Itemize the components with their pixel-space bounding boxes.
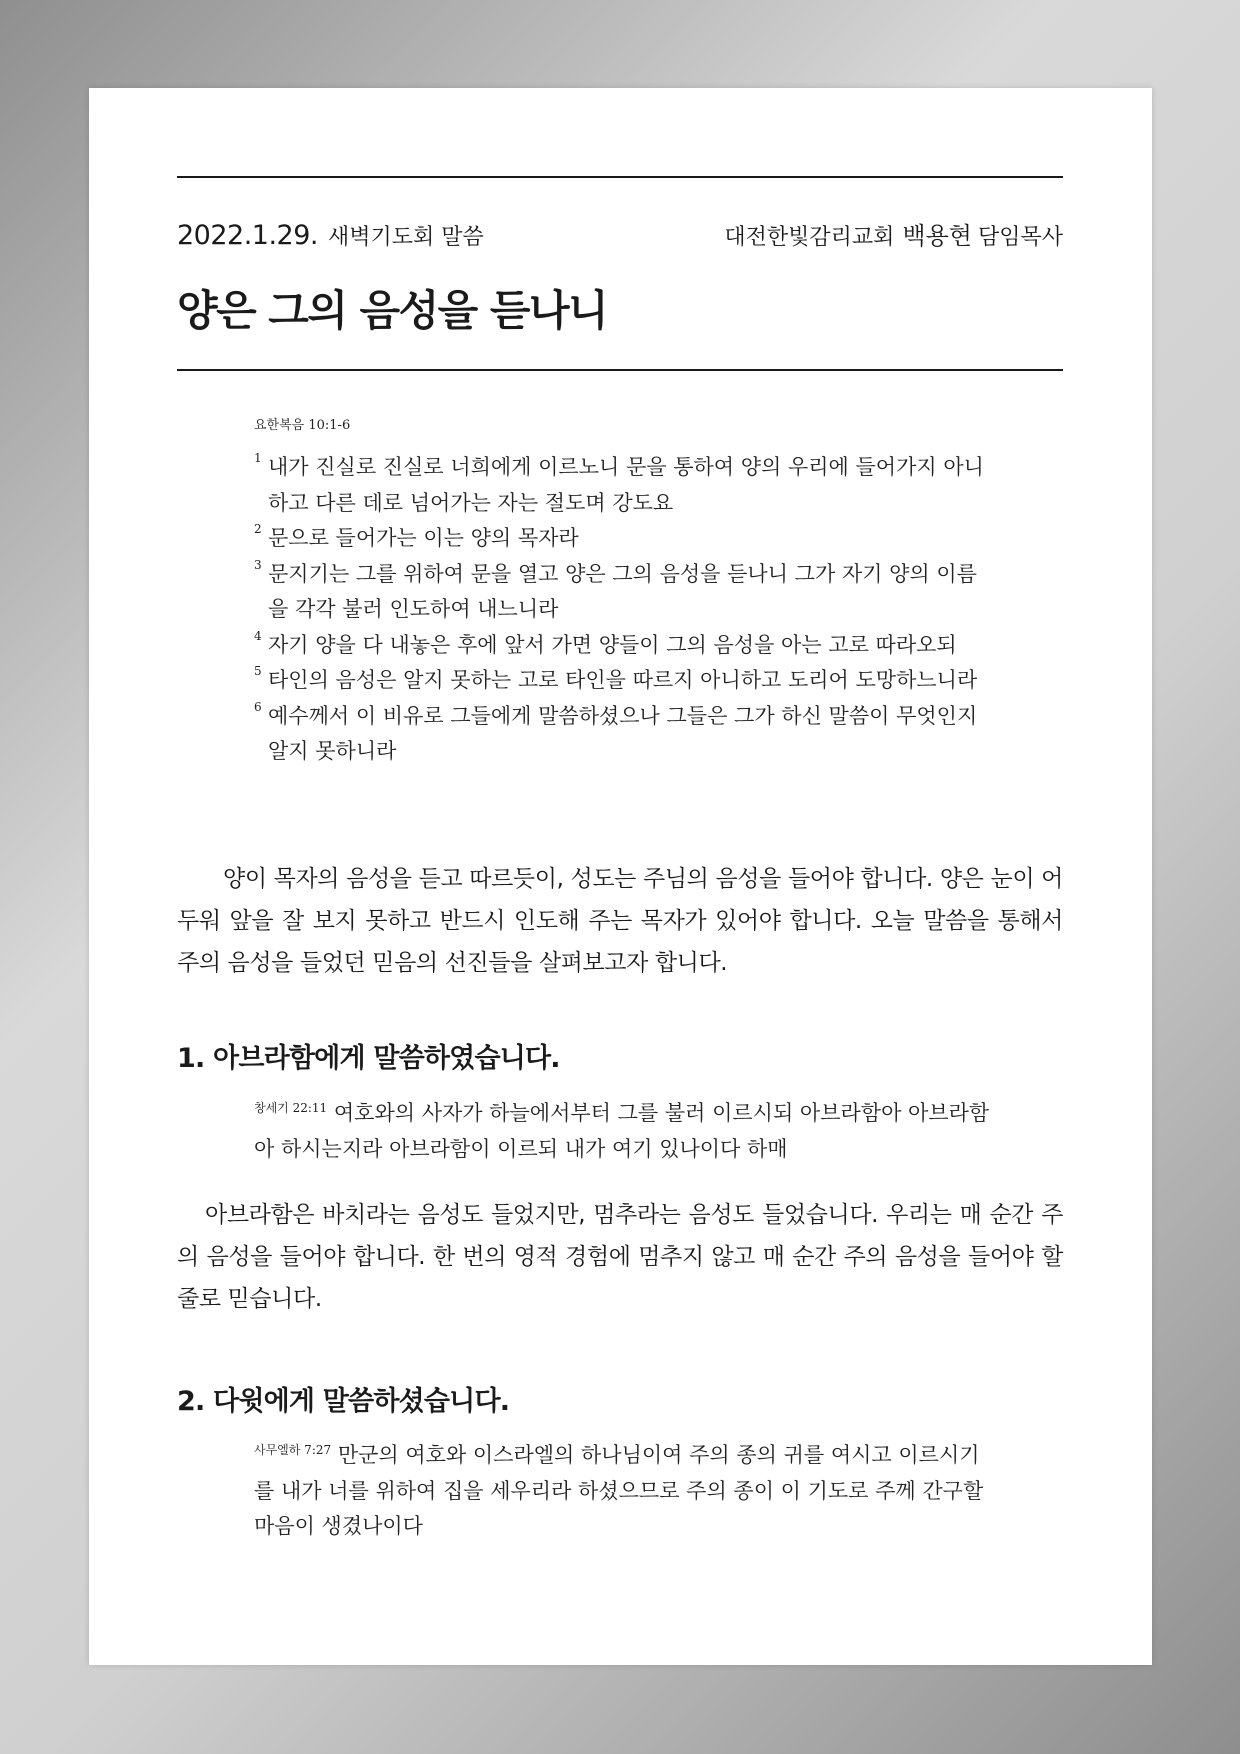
verse-text: 자기 양을 다 내놓은 후에 앞서 가면 양들이 그의 음성을 아는 고로 따라오되 [268, 632, 957, 657]
header-meta [177, 216, 1063, 252]
document-page [89, 88, 1152, 1665]
scripture-verse [254, 663, 994, 699]
section-scripture [254, 1438, 994, 1545]
verse-text: 예수께서 이 비유로 그들에게 말씀하셨으나 그들은 그가 하신 말씀이 무엇인지 알지 못하니라 [268, 703, 978, 763]
verse-text: 문으로 들어가는 이는 양의 목자라 [268, 526, 579, 550]
service-name: 새벽기도회 말씀 [328, 225, 484, 250]
intro-paragraph: 양이 목자의 음성을 듣고 따르듯이, 성도는 주님의 음성을 들어야 합니다. 양은 눈이 어두워 앞을 잘 보지 못하고 반드시 인도해 주는 목자가 있어야 합니다. 오늘 말씀을 통해서 주의 음성을 들었던 믿음의 선진들을 살펴보고자 합니다. [177, 866, 1063, 976]
verse-text: 타인의 음성은 알지 못하는 고로 타인을 따르지 아니하고 도리어 도망하느니라 [268, 668, 978, 692]
scripture-verse [254, 450, 994, 521]
section-heading: 1. 아브라함에게 말씀하였습니다. [177, 1043, 560, 1074]
pastor-name: 백용현 [902, 222, 972, 250]
preacher-line [724, 216, 1063, 251]
scripture-verse [254, 628, 994, 664]
section-paragraph: 아브라함은 바치라는 음성도 들었지만, 멈추라는 음성도 들었습니다. 우리는 매 순간 주의 음성을 들어야 합니다. 한 번의 영적 경험에 멈추지 않고 매 순간 주의 음성을 들어야 할 줄로 믿습니다. [177, 1202, 1063, 1312]
scripture-text: 여호와의 사자가 하늘에서부터 그를 불러 이르시되 아브라함아 아브라함아 하시는지라 아브라함이 이르되 내가 여기 있나이다 하매 [254, 1101, 990, 1161]
verse-number: 6 [254, 699, 262, 714]
section-scripture [254, 1096, 994, 1167]
sermon-date: 2022.1.29. [177, 220, 318, 251]
section-heading: 2. 다윗에게 말씀하셨습니다. [177, 1386, 510, 1417]
main-scripture [254, 416, 994, 770]
verse-text: 내가 진실로 진실로 너희에게 이르노니 문을 통하여 양의 우리에 들어가지 아니하고 다른 데로 넘어가는 자는 절도며 강도요 [268, 455, 984, 515]
verse-number: 2 [254, 522, 262, 536]
scripture-reference: 창세기 22:11 [254, 1101, 328, 1115]
verse-number: 5 [254, 664, 262, 678]
sermon-date-line [177, 220, 484, 251]
pastor-title: 담임목사 [977, 225, 1063, 250]
scripture-verse [254, 557, 994, 628]
top-divider [177, 176, 1063, 178]
scripture-text: 만군의 여호와 이스라엘의 하나님이여 주의 종의 귀를 여시고 이르시기를 내가 너를 위하여 집을 세우리라 하셨으므로 주의 종이 이 기도로 주께 간구할 마음이 생겼나이다 [254, 1443, 984, 1538]
title-divider [177, 369, 1063, 371]
church-name: 대전한빛감리교회 [724, 225, 895, 250]
scripture-verse [254, 699, 994, 770]
verse-text: 문지기는 그를 위하여 문을 열고 양은 그의 음성을 듣나니 그가 자기 양의 이름을 각각 불러 인도하여 내느니라 [268, 561, 977, 621]
verse-number: 3 [254, 557, 262, 572]
main-scripture-reference: 요한복음 10:1-6 [254, 418, 351, 433]
verse-number: 1 [254, 451, 262, 465]
verse-number: 4 [254, 628, 262, 643]
sermon-title: 양은 그의 음성을 듣나니 [177, 286, 608, 335]
scripture-verse [254, 521, 994, 557]
scripture-reference: 사무엘하 7:27 [254, 1443, 332, 1457]
